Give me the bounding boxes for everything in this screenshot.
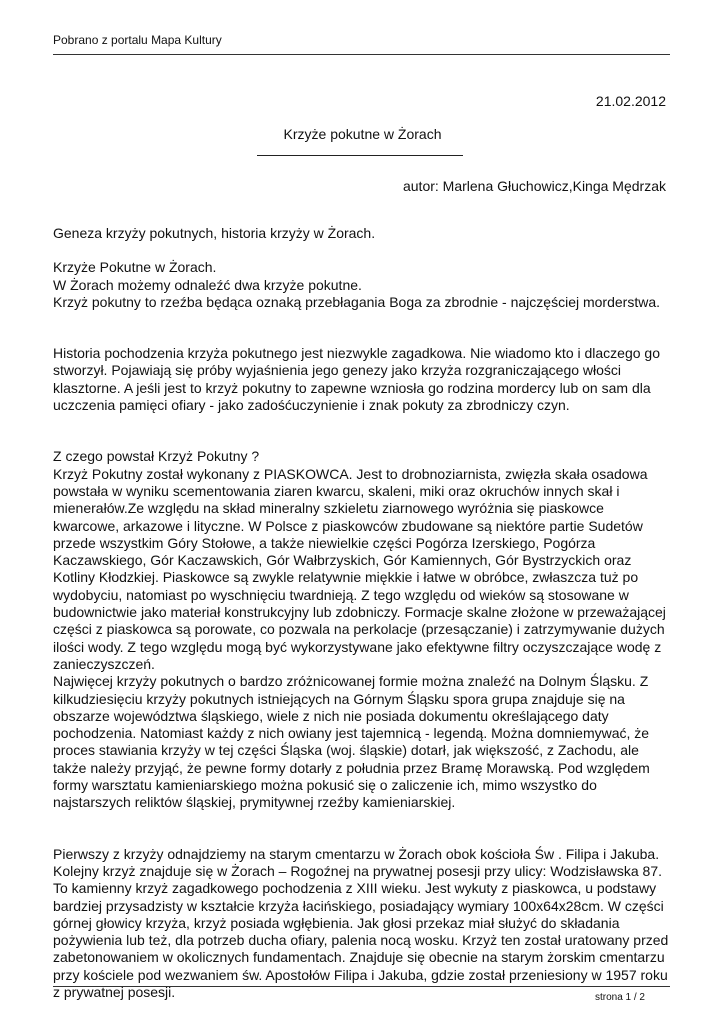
document-title: Krzyże pokutne w Żorach: [283, 126, 442, 142]
paragraph-history: Historia pochodzenia krzyża pokutnego jest niezwykle zagadkowa. Nie wiadomo kto i dlaczego go stworzył. Pojawiają się próby wyjaśnienia jego genezy jako krzyża rozgraniczającego włości klasztorne. A jeśli jest to krzyż pokutny to zapewne wzniosła go rodzina mordercy lub on sam dla uczczenia pamięci ofiary - jako zadośćuczynienie i znak pokuty za zbrodniczy czyn.: [53, 345, 660, 414]
paragraph-genesis: Geneza krzyży pokutnych, historia krzyży w Żorach.: [53, 225, 376, 241]
title-underline: [257, 155, 463, 156]
document-date: 21.02.2012: [595, 93, 666, 109]
page-number: strona 1 / 2: [594, 992, 645, 1003]
header-divider: [53, 54, 670, 55]
portal-header: Pobrano z portalu Mapa Kultury: [53, 33, 222, 47]
footer-divider: [53, 986, 670, 987]
document-author: autor: Marlena Głuchowicz,Kinga Mędrzak: [402, 178, 666, 194]
paragraph-first-cross: Pierwszy z krzyży odnajdziemy na starym cmentarzu w Żorach obok kościoła Św . Filipa i Jakuba. Kolejny krzyż znajduje się w Żorach – Rogoźnej na prywatnej posesji przy ulicy: Wodzisławska 87. To kamienny krzyż zagadkowego pochodzenia z XIII wieku. Jest wykuty z piaskowca, u podstawy bardziej przysadzisty w kształcie krzyża łacińskiego, posiadający wymiary 100x64x28cm. W części górnej głowicy krzyża, krzyż posiada wgłębienia. Jak głosi przekaz miał służyć do składania pożywienia lub też, dla potrzeb ducha ofiary, palenia nocą wosku. Krzyż ten został uratowany przed zabetonowaniem w okolicznych fundamentach. Znajduje się obecnie na starym żorskim cmentarzu przy kościele pod wezwaniem św. Apostołów Filipa i Jakuba, gdzie został przeniesiony w 1957 roku z prywatnej posesji.: [53, 845, 669, 1000]
paragraph-intro: Krzyże Pokutne w Żorach. W Żorach możemy odnaleźć dwa krzyże pokutne. Krzyż pokutny to rzeźba będąca oznaką przebłagania Boga za zbrodnie - najczęściej morderstwa.: [53, 259, 660, 310]
document-body: [53, 208, 673, 1001]
paragraph-material: Z czego powstał Krzyż Pokutny ? Krzyż Pokutny został wykonany z PIASKOWCA. Jest to drobnoziarnista, zwięzła skała osadowa powstała w wyniku scementowania ziaren kwarcu, skaleni, miki oraz okruchów innych skał i mienerałów.Ze względu na skład mineralny szkieletu ziarnowego wyróżnia się piaskowce kwarcowe, arkazowe i lityczne. W Polsce z piaskowców zbudowane są niektóre partie Sudetów przede wszystkim Góry Stołowe, a także niewielkie części Pogórza Izerskiego, Pogórza Kaczawskiego, Gór Kaczawskich, Gór Wałbrzyskich, Gór Kamiennych, Gór Bystrzyckich oraz Kotliny Kłodzkiej. Piaskowce są zwykle relatywnie miękkie i łatwe w obróbce, zwłaszcza tuż po wydobyciu, natomiast po wyschnięciu twardnieją. Z tego względu od wieków są stosowane w budownictwie jako materiał konstrukcyjny lub zdobniczy. Formacje skalne złożone w przeważającej części z piaskowca są porowate, co pozwala na perkolacje (przesączanie) i zatrzymywanie dużych ilości wody. Z tego względu mogą być wykorzystywane jako efektywne filtry oczyszczające wodę z zanieczyszczeń. Najwięcej krzyży pokutnych o bardzo zróżnicowanej formie można znaleźć na Dolnym Śląsku. Z kilkudziesięciu krzyży pokutnych istniejących na Górnym Śląsku spora grupa znajduje się na obszarze województwa śląskiego, wiele z nich nie posiada dokumentu określającego daty pochodzenia. Natomiast każdy z nich owiany jest tajemnicą - legendą. Można domniemywać, że proces stawiania krzyży w tej części Śląska (woj. śląskie) dotarł, jak większość, z Zachodu, ale także należy przyjąć, że pewne formy dotarły z południa przez Bramę Morawską. Pod względem formy warsztatu kamieniarskiego można pokusić się o zaliczenie ich, mimo wszystko do najstarszych reliktów śląskiej, prymitywnej rzeźby kamieniarskiej.: [53, 448, 666, 811]
